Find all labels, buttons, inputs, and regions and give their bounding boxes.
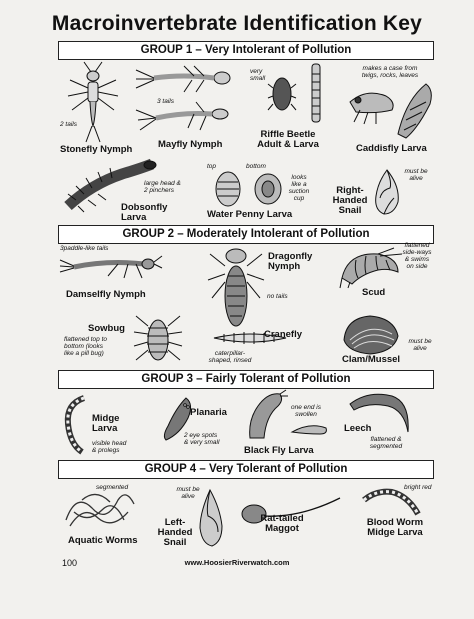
mayfly-label: Mayfly Nymph bbox=[158, 139, 223, 150]
midge-note-line2: & prolegs bbox=[92, 447, 120, 454]
footer-url: www.HoosierRiverwatch.com bbox=[184, 558, 290, 567]
leech-label: Leech bbox=[344, 423, 372, 434]
group-4-heading: GROUP 4 – Very Tolerant of Pollution bbox=[58, 460, 434, 479]
sowbug-illustration bbox=[132, 312, 182, 366]
bloodworm-label-line2: Midge Larva bbox=[367, 527, 423, 538]
caddisfly-note-line2: twigs, rocks, leaves bbox=[361, 72, 419, 79]
stonefly-label: Stonefly Nymph bbox=[60, 144, 133, 155]
rh-snail-label-line3: Snail bbox=[338, 205, 362, 216]
group-2-heading: GROUP 2 – Moderately Intolerant of Pollution bbox=[58, 225, 434, 244]
riffle-beetle-illustration bbox=[268, 64, 332, 124]
stonefly-nymph-illustration bbox=[62, 62, 124, 144]
midge-label-line2: Larva bbox=[92, 423, 118, 434]
waterpenny-note-line1: looks bbox=[291, 174, 307, 181]
lh-snail-note-line1: must be bbox=[176, 486, 200, 493]
rattail-label-line1: Rat-tailed bbox=[260, 513, 304, 524]
waterpenny-label: Water Penny Larva bbox=[207, 209, 293, 220]
scud-note-line1: flattened bbox=[404, 242, 430, 249]
clam-label: Clam/Mussel bbox=[342, 354, 401, 365]
sowbug-note-line3: like a pill bug) bbox=[64, 350, 104, 357]
rh-snail-label-line1: Right- bbox=[336, 185, 364, 196]
midge-note-line1: visible head bbox=[92, 440, 127, 447]
left-handed-snail-illustration bbox=[196, 488, 226, 548]
clam-mussel-illustration bbox=[340, 312, 400, 356]
sowbug-label: Sowbug bbox=[88, 323, 125, 334]
page-number: 100 bbox=[62, 558, 78, 568]
black-fly-larva-illustration-2 bbox=[290, 420, 330, 438]
worms-note: segmented bbox=[96, 484, 129, 491]
scud-label: Scud bbox=[362, 287, 386, 298]
cranefly-note-line2: shaped, rinsed bbox=[208, 357, 252, 364]
lh-snail-note-line2: alive bbox=[181, 493, 195, 500]
planaria-label: Planaria bbox=[190, 407, 227, 418]
waterpenny-note-line2: like a bbox=[291, 181, 307, 188]
damselfly-nymph-illustration bbox=[58, 252, 162, 282]
dragonfly-note: no tails bbox=[267, 293, 288, 300]
damselfly-label: Damselfly Nymph bbox=[66, 289, 146, 300]
group-3-heading: GROUP 3 – Fairly Tolerant of Pollution bbox=[58, 370, 434, 389]
clam-note-line1: must be bbox=[408, 338, 432, 345]
midge-larva-illustration bbox=[62, 394, 92, 456]
sowbug-note-line2: bottom (looks bbox=[64, 343, 104, 350]
dobsonfly-label-line1: Dobsonfly bbox=[121, 202, 168, 213]
lh-snail-label-line3: Snail bbox=[163, 537, 187, 548]
mayfly-nymph-illustration bbox=[134, 64, 244, 138]
riffle-label-line1: Riffle Beetle bbox=[260, 129, 316, 140]
rattail-label-line2: Maggot bbox=[265, 523, 299, 534]
rh-snail-note-line2: alive bbox=[409, 175, 423, 182]
blackfly-note-line2: swollen bbox=[295, 411, 317, 418]
leech-note-line2: segmented bbox=[369, 443, 403, 450]
scud-note-line3: & swims bbox=[404, 256, 430, 263]
scud-note-line2: side-ways bbox=[402, 249, 432, 256]
clam-note-line2: alive bbox=[413, 345, 427, 352]
scud-note-line4: on side bbox=[406, 263, 428, 270]
caddisfly-label: Caddisfly Larva bbox=[356, 143, 427, 154]
midge-label-line1: Midge bbox=[92, 413, 120, 424]
dragonfly-nymph-illustration bbox=[208, 246, 264, 330]
cranefly-label: Cranefly bbox=[264, 329, 303, 340]
dragonfly-label-line2: Nymph bbox=[268, 261, 301, 272]
damselfly-note: 3paddle-like tails bbox=[60, 245, 109, 252]
dragonfly-label-line1: Dragonfly bbox=[268, 251, 313, 262]
dobsonfly-note-line1: large head & bbox=[144, 180, 181, 187]
leech-note-line1: flattened & bbox=[370, 436, 402, 443]
riffle-note-line2: small bbox=[250, 75, 266, 82]
mayfly-note: 3 tails bbox=[157, 98, 174, 105]
planaria-note-line1: 2 eye spots bbox=[184, 432, 218, 439]
group-1-heading: GROUP 1 – Very Intolerant of Pollution bbox=[58, 41, 434, 60]
bloodworm-label-line1: Blood Worm bbox=[366, 517, 424, 528]
waterpenny-note-line3: suction bbox=[288, 188, 310, 195]
waterpenny-note-line4: cup bbox=[293, 195, 305, 202]
dobsonfly-note-line2: 2 pinchers bbox=[144, 187, 174, 194]
page-title: Macroinvertebrate Identification Key bbox=[51, 12, 423, 35]
dobsonfly-label-line2: Larva bbox=[121, 212, 147, 223]
stonefly-note: 2 tails bbox=[60, 121, 77, 128]
bloodworm-note: bright red bbox=[404, 484, 432, 491]
cranefly-note-line1: caterpillar- bbox=[214, 350, 246, 357]
waterpenny-note-bottom: bottom bbox=[246, 163, 266, 170]
caddisfly-larva-illustration bbox=[346, 80, 436, 140]
waterpenny-note-top: top bbox=[207, 163, 217, 170]
rh-snail-note-line1: must be bbox=[404, 168, 428, 175]
caddisfly-note-line1: makes a case from bbox=[362, 65, 418, 72]
lh-snail-label-line2: Handed bbox=[157, 527, 193, 538]
sowbug-note-line1: flattened top to bbox=[64, 336, 108, 343]
riffle-note-line1: very bbox=[250, 68, 263, 75]
rh-snail-label-line2: Handed bbox=[332, 195, 368, 206]
blackfly-note-line1: one end is bbox=[291, 404, 321, 411]
aquatic-worms-illustration bbox=[62, 490, 138, 530]
worms-label: Aquatic Worms bbox=[68, 535, 138, 546]
riffle-label-line2: Adult & Larva bbox=[257, 139, 319, 150]
lh-snail-label-line1: Left- bbox=[164, 517, 186, 528]
planaria-note-line2: & very small bbox=[184, 439, 220, 446]
blackfly-label: Black Fly Larva bbox=[244, 445, 314, 456]
